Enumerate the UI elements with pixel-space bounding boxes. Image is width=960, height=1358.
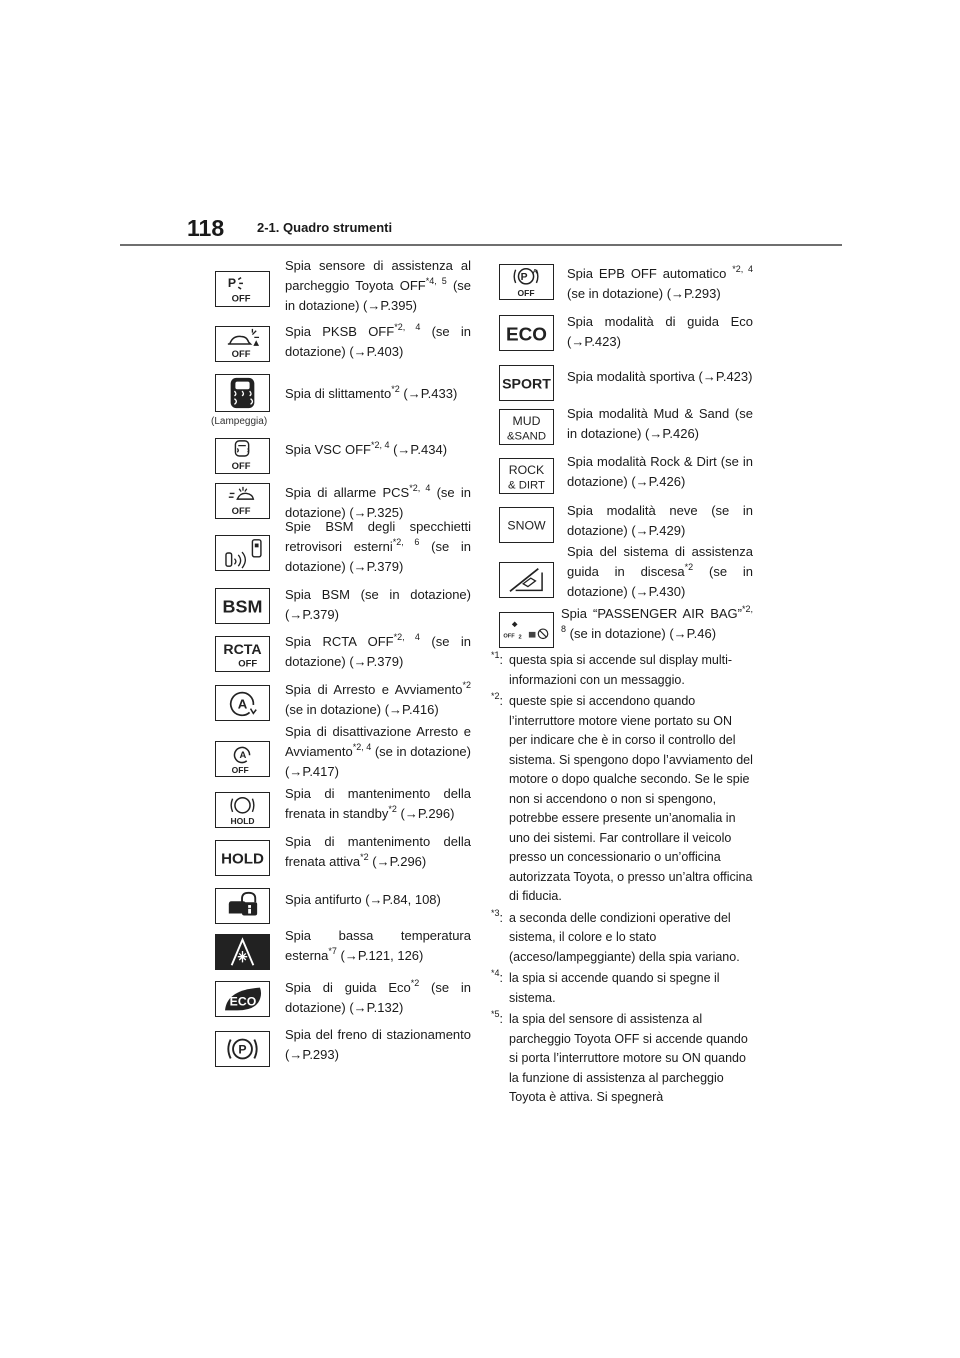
indicator-description: Spia di guida Eco$^{*2}$ (se in dotazione) (→P.132) [285,978,471,1015]
sport-mode-icon [499,365,554,401]
footnote: $^{*3}$: a seconda delle condizioni operative del sistema, il colore e lo stato (acceso/lampeggiante) della spia variano. [491,907,740,964]
downhill-assist-icon [499,562,554,598]
indicator-description: Spia di slittamento$^{*2}$ (→P.433) [285,384,458,401]
brake-hold-standby-icon [215,792,270,828]
indicator-description: Spia sensore di assistenza al parcheggio Toyota OFF$^{*4, 5}$ (se in dotazione) (→P.395) [285,258,471,313]
svg-text:OFF: OFF [231,765,249,776]
indicator-description: Spia “PASSENGER AIR BAG”$^{*2, 8}$ (se in dotazione) (→P.46) [561,604,753,641]
svg-text:OFF: OFF [231,461,251,473]
indicator-description: Spia PKSB OFF$^{*2, 4}$ (se in dotazione) (→P.403) [285,322,472,359]
svg-text:SPORT: SPORT [502,376,551,393]
svg-text:&SAND: &SAND [506,430,547,443]
indicator-description: Spia BSM (se in dotazione) (→P.379) [285,587,471,622]
indicator-description: Spia di mantenimento della frenata attiva$^{*2}$ (→P.296) [285,834,471,869]
svg-text:HOLD: HOLD [221,850,264,868]
svg-text:MUD: MUD [512,414,541,429]
svg-text:HOLD: HOLD [230,816,255,827]
svg-text:P: P [227,276,237,291]
rock-dirt-icon [499,458,554,494]
indicator-description: Spia di allarme PCS$^{*2, 4}$ (se in dotazione) (→P.325) [285,483,471,520]
stop-start-icon [215,685,270,721]
eco-mode-icon [499,315,554,351]
svg-text:SNOW: SNOW [507,518,546,533]
svg-text:OFF: OFF [517,288,535,299]
svg-text:ECO: ECO [229,994,257,1009]
indicator-description: Spia RCTA OFF$^{*2, 4}$ (se in dotazione) (→P.379) [285,632,471,669]
pksb-off-icon [215,326,270,362]
eco-driving-icon [215,981,270,1017]
svg-text:A: A [532,268,538,276]
parking-sensor-off-icon [215,271,270,307]
svg-text:& DIRT: & DIRT [508,479,545,492]
svg-text:OFF: OFF [231,506,251,518]
rcta-off-icon [215,636,270,672]
indicator-description: Spia bassa temperatura esterna$^{*7}$ (→P.121, 126) [285,928,471,963]
footnote: $^{*2}$: queste spie si accendono quando l’interruttore motore viene portato su ON per indicare che è in corso il controllo del sistema. Si spengono dopo l’avviamento del motore o dopo qualche secondo. Se le spie non si accendono o non si spengono, potrebbe essere presente un’anomalia in uno dei sistemi. Far controllare il veicolo presso un concessionario o un’officina autorizzata Toyota, o presso un’altra officina di fiducia. [491,691,753,903]
parking-brake-icon [215,1031,270,1067]
snow-mode-icon [499,507,554,543]
svg-text:OFF: OFF [503,633,515,640]
svg-text:P: P [238,1042,247,1057]
off-label: OFF [231,293,251,305]
indicator-description: Spia modalità sportiva (→P.423) [567,369,753,384]
indicator-description: Spia VSC OFF$^{*2, 4}$ (→P.434) [285,440,448,457]
section-title: 2-1. Quadro strumenti [257,220,393,235]
stop-start-off-icon [215,741,270,777]
footnote: $^{*5}$: la spia del sensore di assistenza al parcheggio Toyota OFF si accende quando si porta l’interruttore motore su ON quando la funzione di assistenza al parcheggio Toyota è attiva. Si spegnerà [491,1009,748,1104]
indicator-description: Spia modalità di guida Eco (→P.423) [567,314,753,349]
indicator-description: Spia modalità neve (se in dotazione) (→P.429) [567,503,753,538]
vsc-off-icon [215,438,270,474]
svg-text:2: 2 [518,634,522,641]
svg-text:BSM: BSM [222,596,263,617]
security-icon [215,888,270,924]
header-divider [120,244,842,246]
indicator-description: Spia di Arresto e Avviamento$^{*2}$ (se in dotazione) (→P.416) [285,680,471,717]
svg-text:OFF: OFF [231,349,251,361]
svg-text:OFF: OFF [238,658,258,670]
page-number: 118 [187,215,225,241]
svg-text:A: A [239,750,247,762]
brake-hold-active-icon [215,840,270,876]
slip-icon [215,374,270,412]
indicator-description: Spia del sistema di assistenza guida in discesa$^{*2}$ (se in dotazione) (→P.430) [567,544,753,599]
footnote: $^{*1}$: questa spia si accende sul display multi-informazioni con un messaggio. [491,650,733,687]
pcs-warning-icon [215,483,270,519]
blinking-caption: (Lampeggia) [211,416,268,427]
svg-text:P: P [520,272,528,284]
bsm-icon [215,588,270,624]
svg-text:A: A [237,696,248,712]
svg-text:ECO: ECO [506,324,547,346]
low-temp-icon [215,934,270,970]
mud-sand-icon [499,409,554,445]
svg-text:RCTA: RCTA [223,642,262,658]
indicator-description: Spia modalità Mud & Sand (se in dotazione) (→P.426) [567,406,753,441]
svg-text:ROCK: ROCK [508,463,545,478]
epb-auto-off-icon [499,264,554,300]
passenger-airbag-icon [499,612,554,648]
footnotes [491,651,753,1110]
indicator-description: Spia di mantenimento della frenata in standby$^{*2}$ (→P.296) [285,786,471,821]
indicator-description: Spia antifurto (→P.84, 108) [285,892,441,907]
footnote: $^{*4}$: la spia si accende quando si spegne il sistema. [491,968,720,1005]
indicator-description: Spia del freno di stazionamento (→P.293) [285,1027,471,1062]
indicator-description: Spia modalità Rock & Dirt (se in dotazione) (→P.426) [567,454,753,489]
indicator-description: Spia di disattivazione Arresto e Avviamento$^{*2, 4}$ (se in dotazione) (→P.417) [285,724,471,779]
bsm-mirror-icon [215,535,270,571]
indicator-description: Spie BSM degli specchietti retrovisori esterni$^{*2, 6}$ (se in dotazione) (→P.379) [285,519,471,574]
indicator-description: Spia EPB OFF automatico $^{*2, 4}$ (se in dotazione) (→P.293) [567,264,753,301]
